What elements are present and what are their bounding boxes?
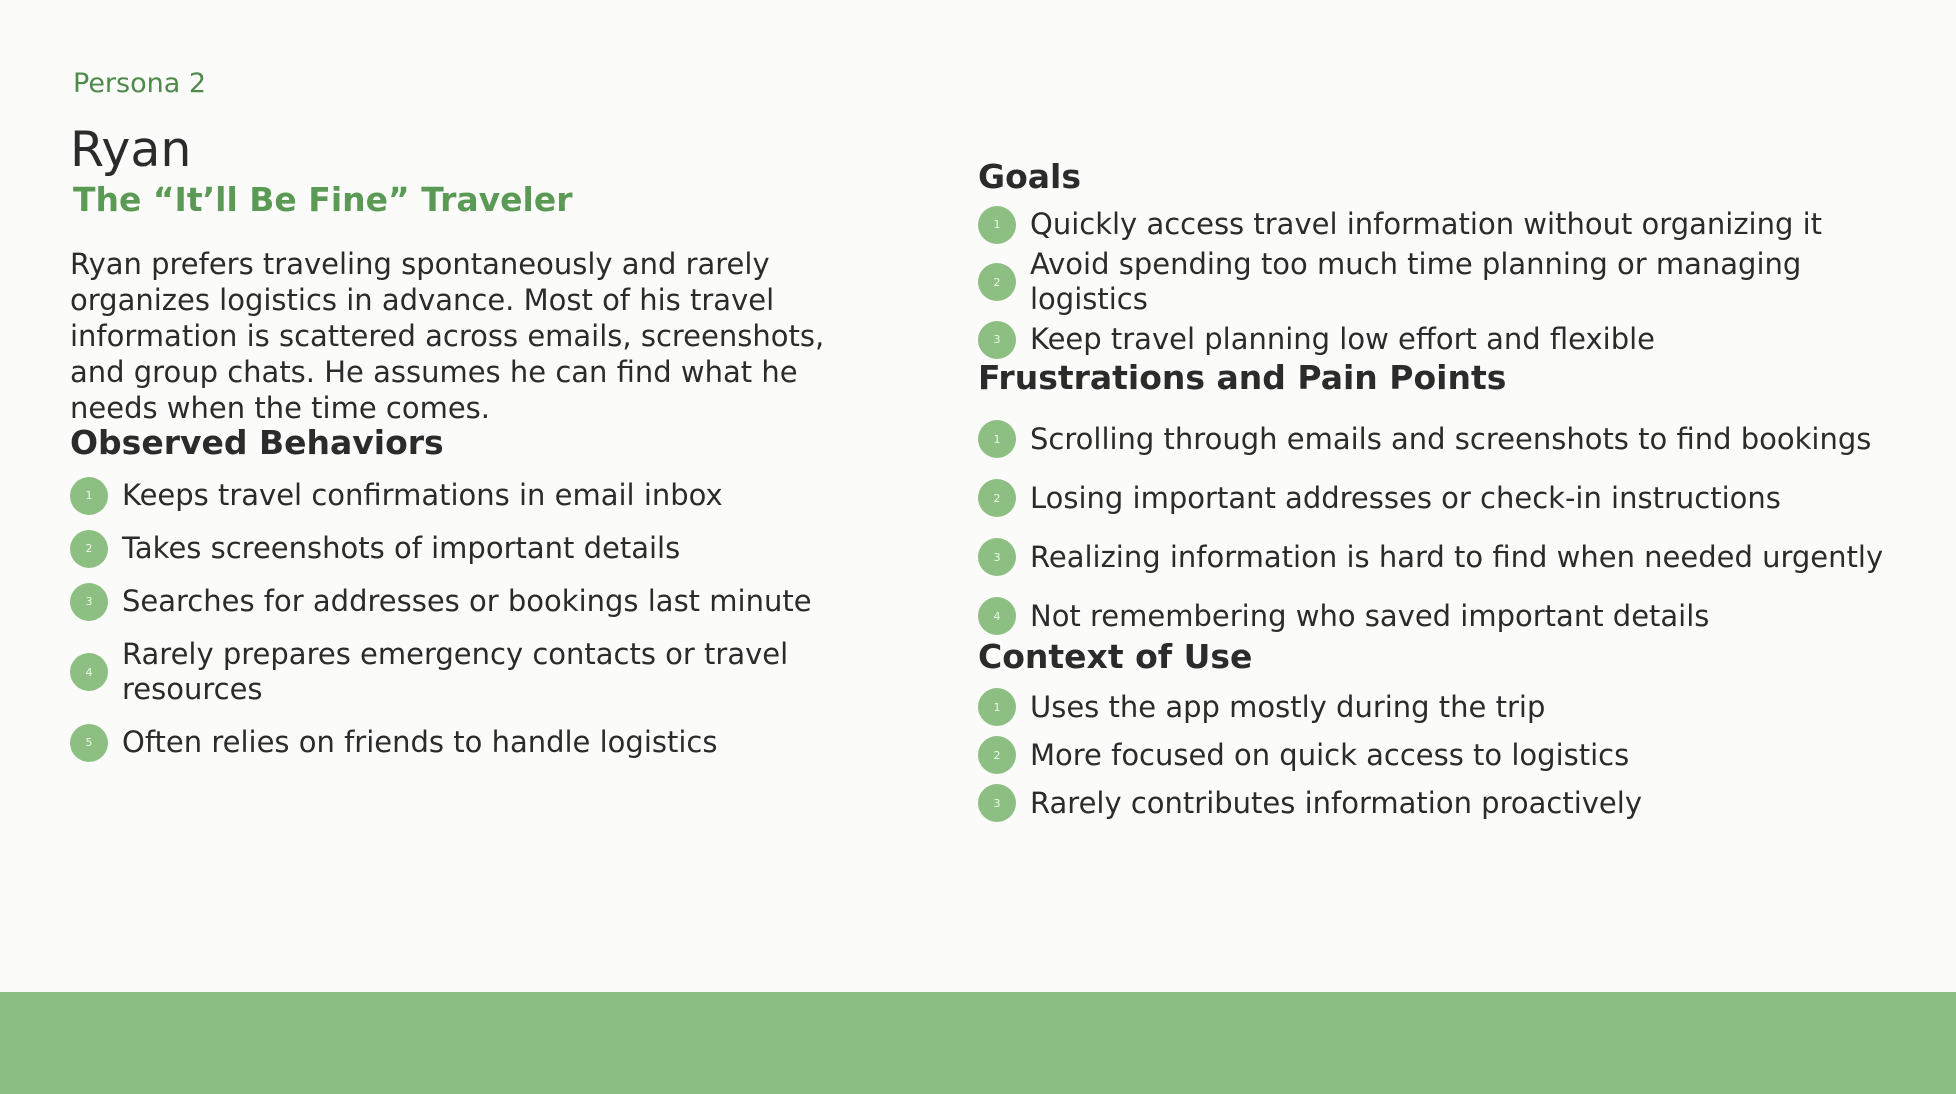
footer-band xyxy=(0,992,1956,1094)
number-bullet-icon: 1 xyxy=(978,206,1016,244)
list-item xyxy=(978,404,1898,474)
list-item xyxy=(70,716,870,769)
list-item-text: Quickly access travel information without organizing it xyxy=(1030,207,1823,241)
list-item xyxy=(978,592,1898,640)
context-list xyxy=(978,683,1898,827)
observed-behaviors-heading: Observed Behaviors xyxy=(70,423,444,463)
list-item xyxy=(978,318,1898,361)
frustrations-list xyxy=(978,404,1898,640)
list-item xyxy=(978,203,1898,246)
list-item-text: Often relies on friends to handle logistics xyxy=(122,725,718,760)
list-item xyxy=(978,731,1898,779)
observed-behaviors-list xyxy=(70,469,870,769)
list-item xyxy=(70,575,870,628)
frustrations-heading: Frustrations and Pain Points xyxy=(978,358,1507,397)
list-item xyxy=(978,779,1898,827)
number-bullet-icon: 2 xyxy=(978,736,1016,774)
persona-intro: Ryan prefers traveling spontaneously and rarely organizes logistics in advance. Most of his travel information is scattered across emails, screenshots, and group chats. He assumes he can find what he needs when the time comes. xyxy=(70,247,825,426)
persona-name: Ryan xyxy=(70,121,192,178)
list-item xyxy=(70,469,870,522)
list-item-text: Searches for addresses or bookings last minute xyxy=(122,584,812,619)
list-item xyxy=(978,522,1898,592)
number-bullet-icon: 3 xyxy=(978,784,1016,822)
list-item xyxy=(978,683,1898,731)
goals-list xyxy=(978,203,1898,361)
number-bullet-icon: 2 xyxy=(978,263,1016,301)
number-bullet-icon: 1 xyxy=(978,688,1016,726)
persona-subtitle: The “It’ll Be Fine” Traveler xyxy=(73,180,573,219)
list-item-text: Losing important addresses or check-in instructions xyxy=(1030,480,1781,515)
persona-right-column xyxy=(978,157,1898,827)
context-heading: Context of Use xyxy=(978,637,1253,676)
list-item-text: Rarely contributes information proactively xyxy=(1030,785,1642,820)
number-bullet-icon: 5 xyxy=(70,724,108,762)
persona-tag: Persona 2 xyxy=(73,68,207,99)
list-item-text: Avoid spending too much time planning or managing logistics xyxy=(1030,247,1802,316)
list-item-text: Realizing information is hard to find when needed urgently xyxy=(1030,539,1884,574)
list-item-text: More focused on quick access to logistics xyxy=(1030,737,1630,772)
number-bullet-icon: 3 xyxy=(978,538,1016,576)
persona-left-column xyxy=(70,70,870,769)
list-item-text: Takes screenshots of important details xyxy=(122,531,681,566)
number-bullet-icon: 3 xyxy=(978,321,1016,359)
number-bullet-icon: 2 xyxy=(978,479,1016,517)
number-bullet-icon: 1 xyxy=(978,420,1016,458)
list-item-text: Rarely prepares emergency contacts or travel resources xyxy=(122,637,789,707)
list-item-text: Uses the app mostly during the trip xyxy=(1030,689,1546,724)
number-bullet-icon: 4 xyxy=(70,653,108,691)
list-item-text: Scrolling through emails and screenshots to find bookings xyxy=(1030,421,1872,456)
list-item-text: Not remembering who saved important details xyxy=(1030,598,1710,633)
list-item-text: Keep travel planning low effort and flexible xyxy=(1030,322,1656,356)
number-bullet-icon: 2 xyxy=(70,530,108,568)
list-item xyxy=(978,246,1898,318)
list-item xyxy=(70,628,870,716)
list-item-text: Keeps travel confirmations in email inbox xyxy=(122,478,723,513)
goals-heading: Goals xyxy=(978,157,1081,196)
list-item xyxy=(70,522,870,575)
number-bullet-icon: 1 xyxy=(70,477,108,515)
number-bullet-icon: 4 xyxy=(978,597,1016,635)
number-bullet-icon: 3 xyxy=(70,583,108,621)
list-item xyxy=(978,474,1898,522)
